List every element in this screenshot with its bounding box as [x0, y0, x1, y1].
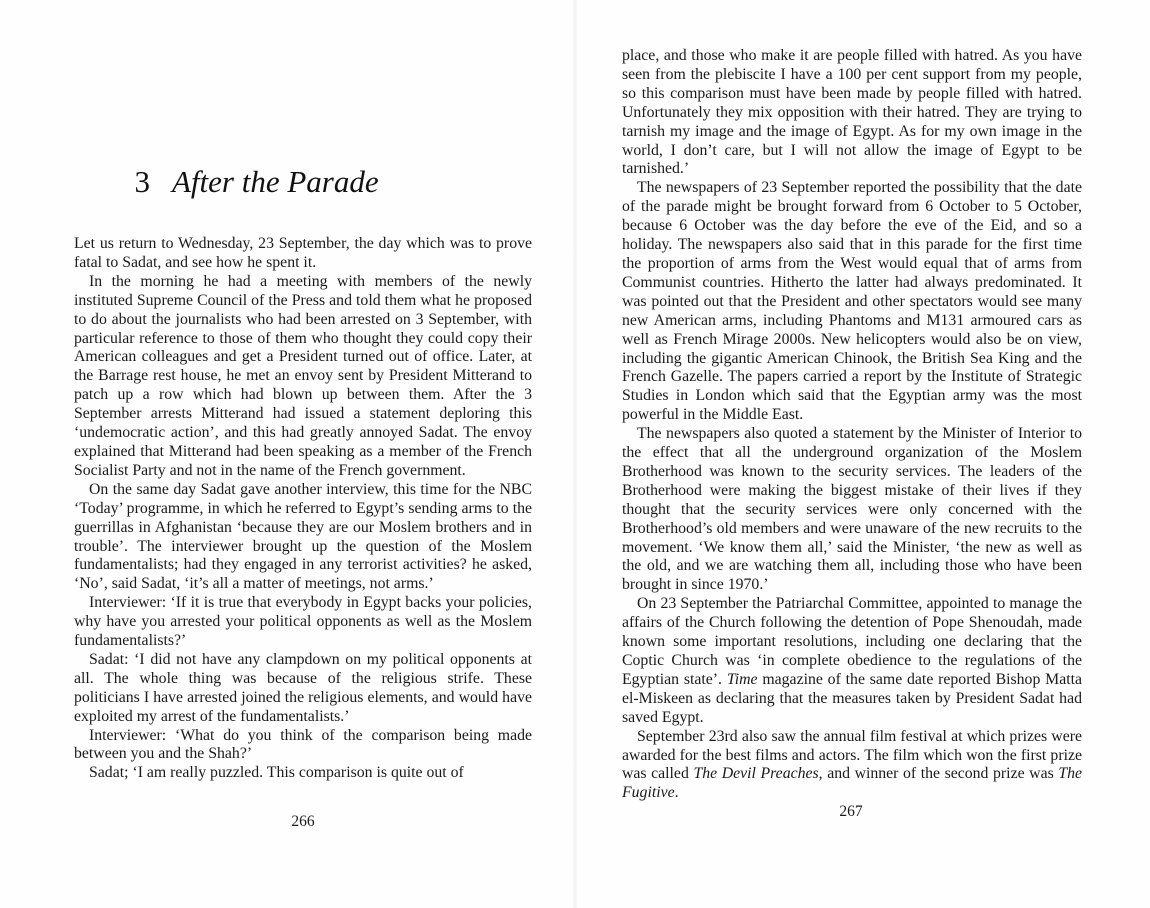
- chapter-number: 3: [134, 164, 150, 199]
- paragraph: Interviewer: ‘What do you think of the comparison being made between you and the Shah?’: [74, 726, 532, 763]
- italic-title: The Devil Preaches: [693, 765, 819, 783]
- paragraph: The newspapers of 23 September reported the possibility that the date of the parade might be brought forward from 6 October to 5 October, because 6 October was the day before the eve of the Eid, and so a holiday. The newspapers also said that in this parade for the first time the proportion of arms from the West would equal that of arms from Communist countries. Hitherto the latter had always predominated. It was pointed out that the President and other spectators would see many new American arms, including Phantoms and M131 armoured cars as well as French Mirage 2000s. New helicopters would also be on view, including the gigantic American Chinook, the British Sea King and the French Gazelle. The papers carried a report by the Institute of Strategic Studies in London which said that the Egyptian army was the most powerful in the Middle East.: [622, 179, 1082, 424]
- paragraph: [622, 595, 1082, 727]
- left-page: [0, 0, 572, 908]
- paragraph: In the morning he had a meeting with members of the newly instituted Supreme Council of the Press and told them what he proposed to do about the journalists who had been arrested on 3 September, with particular reference to those of them who thought they could copy their American colleagues and get a President turned out of office. Later, at the Barrage rest house, he met an envoy sent by President Mitterand to patch up a row which had blown up between them. After the 3 September arrests Mitterand had issued a statement deploring this ‘undemocratic action’, and this had greatly annoyed Sadat. The envoy explained that Mitterand had been speaking as a member of the French Socialist Party and not in the name of the French government.: [74, 272, 532, 479]
- paragraph-text: September 23rd also saw the annual film festival at which prizes were awarded for the best films and actors. The film which won the first prize was called: [622, 727, 1082, 783]
- paragraph: [622, 728, 1082, 804]
- page-number: 266: [291, 813, 315, 830]
- right-page: [578, 0, 1150, 908]
- paragraph: Sadat; ‘I am really puzzled. This comparison is quite out of: [89, 764, 464, 782]
- chapter-title: After the Parade: [172, 164, 379, 199]
- italic-title: The Fugitive: [622, 765, 1083, 802]
- page-number: 267: [839, 803, 863, 820]
- right-page-body: [622, 47, 1082, 803]
- paragraph: Sadat: ‘I did not have any clampdown on my political opponents at all. The whole thing was because of the religious strife. These politicians I have arrested joined the religious elements, and would have exploited my arrest of the fundamentalists.’: [74, 650, 532, 725]
- paragraph: place, and those who make it are people filled with hatred. As you have seen from the plebiscite I have a 100 per cent support from my people, so this comparison must have been made by people filled with hatred. Unfortunately they mix opposition with their hatred. They are trying to tarnish my image and the image of Egypt. As for my own image in the world, I don’t care, but I will not allow the image of Egypt to be tarnished.’: [622, 47, 1082, 178]
- italic-title: Time: [726, 670, 758, 688]
- left-page-body: [74, 235, 532, 783]
- paragraph-text: magazine of the same date reported Bishop Matta el-Miskeen as declaring that the measures taken by President Sadat had saved Egypt.: [622, 670, 1082, 726]
- paragraph: Let us return to Wednesday, 23 September, the day which was to prove fatal to Sadat, and see how he spent it.: [74, 235, 532, 271]
- paragraph: The newspapers also quoted a statement by the Minister of Interior to the effect that all the underground organization of the Moslem Brotherhood was known to the security services. The leaders of the Brotherhood were making the biggest mistake of their lives if they thought that the security services were only concerned with the Brotherhood’s old members and were unaware of the new recruits to the movement. ‘We know them all,’ said the Minister, ‘the new as well as the old, and we are watching them all, including those who have been brought in since 1970.’: [622, 425, 1082, 594]
- chapter-heading: [120, 162, 480, 202]
- paragraph-text: , and winner of the second prize was: [818, 765, 1054, 783]
- paragraph-text: .: [674, 784, 679, 802]
- paragraph-text: On 23 September the Patriarchal Committee, appointed to manage the affairs of the Church following the detention of Pope Shenoudah, made known some important resolutions, including one declaring that the Coptic Church was ‘in complete obedience to the regulations of the Egyptian state’.: [622, 595, 1082, 688]
- paragraph: Interviewer: ‘If it is true that everybody in Egypt backs your policies, why have you arrested your political opponents as well as the Moslem fundamentalists?’: [74, 594, 532, 650]
- paragraph: On the same day Sadat gave another interview, this time for the NBC ‘Today’ programme, in which he referred to Egypt’s sending arms to the guerrillas in Afghanistan ‘because they are our Moslem brothers and in trouble’. The interviewer brought up the question of the Moslem fundamentalists; had they engaged in any terrorist activities? he asked, ‘No’, said Sadat, ‘it’s all a matter of meetings, not arms.’: [74, 480, 532, 593]
